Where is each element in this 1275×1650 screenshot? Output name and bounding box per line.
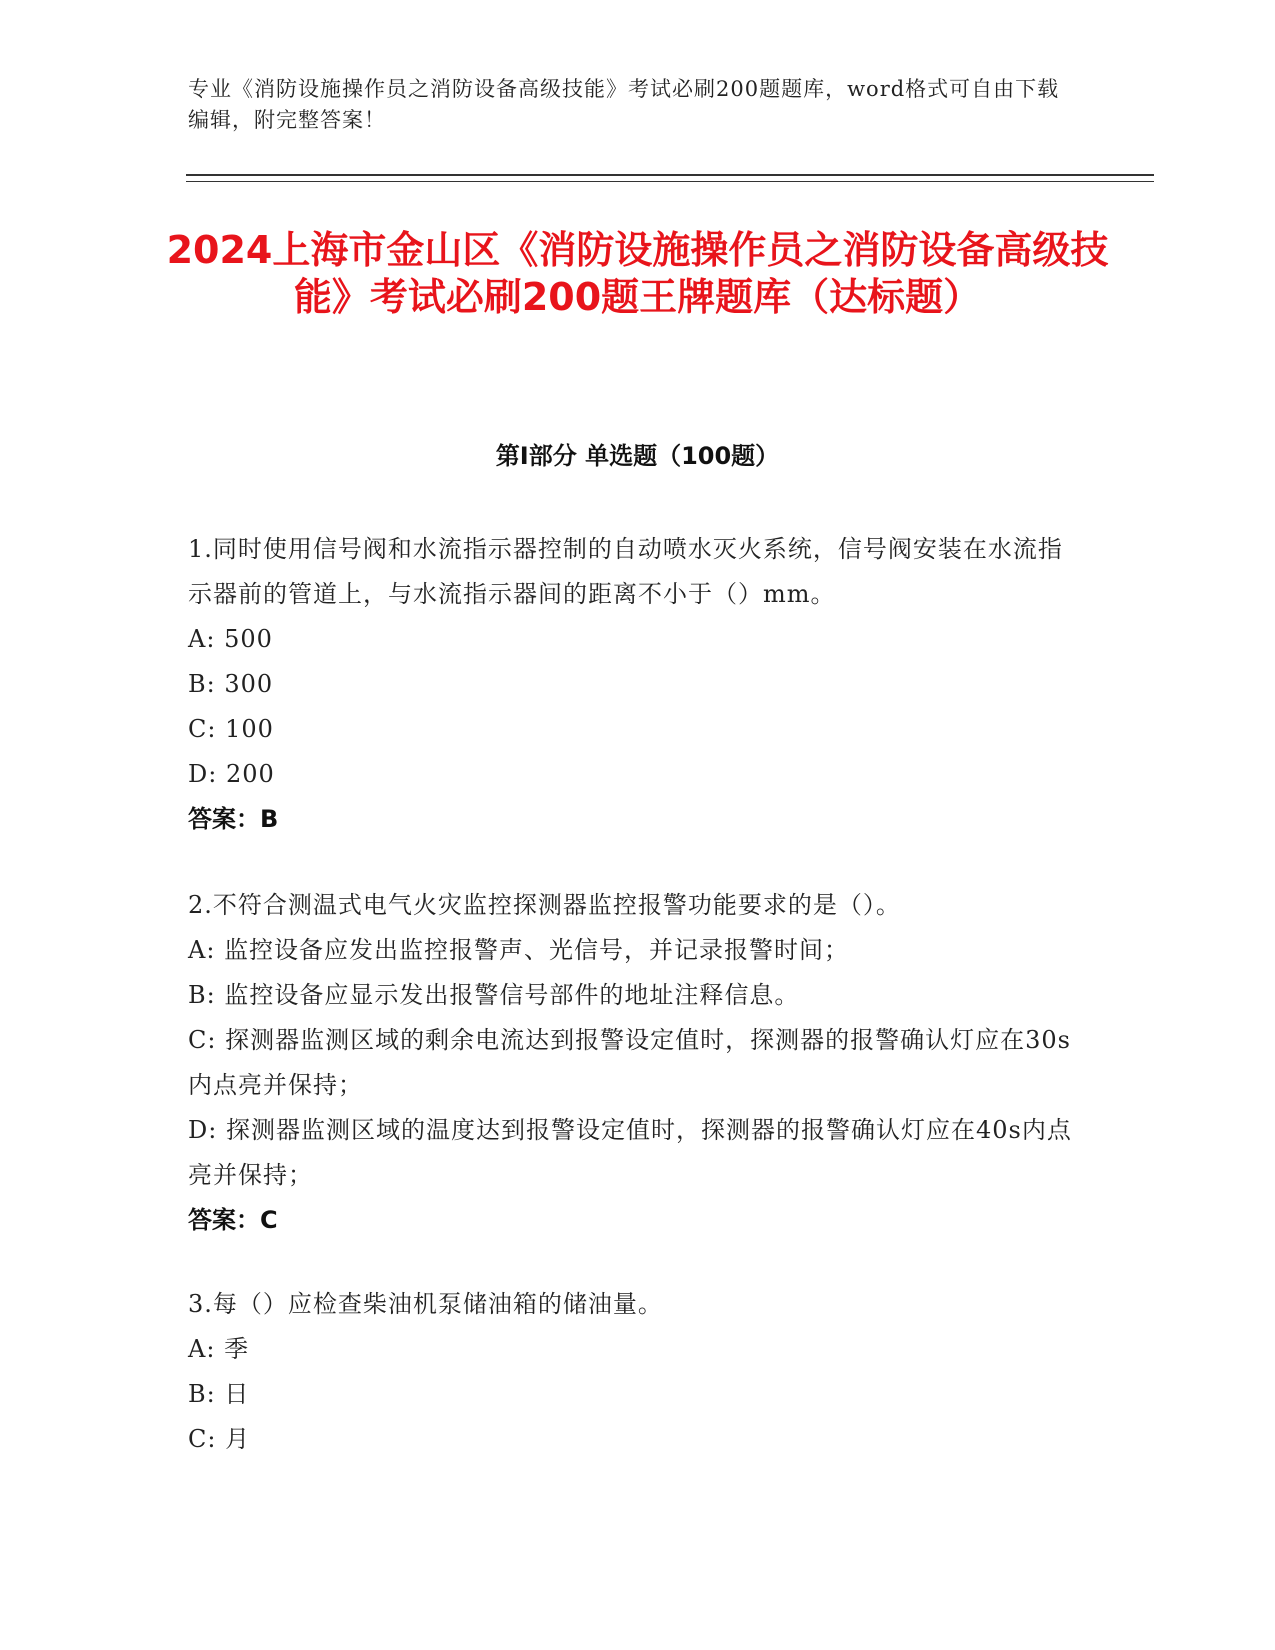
header-divider-thin [186, 181, 1154, 182]
option-letter: B: [188, 981, 216, 1009]
option-text: 探测器监测区域的温度达到报警设定值时，探测器的报警确认灯应在40s内点亮并保持； [188, 1116, 1072, 1189]
question-text: 1.同时使用信号阀和水流指示器控制的自动喷水灭火系统，信号阀安装在水流指示器前的管道上，与水流指示器间的距离不小于（）mm。 [188, 535, 1063, 608]
option-text: 200 [225, 760, 275, 788]
option-letter: B: [188, 1380, 216, 1408]
question-1 [188, 527, 1073, 842]
question-text: 3.每（）应检查柴油机泵储油箱的储油量。 [188, 1290, 663, 1318]
option-text: 监控设备应发出监控报警声、光信号，并记录报警时间； [224, 936, 850, 964]
document-title: 2024上海市金山区《消防设施操作员之消防设备高级技能》考试必刷200题王牌题库（达标题） [166, 228, 1109, 319]
option-letter: D: [188, 1116, 218, 1144]
option-letter: D: [188, 760, 218, 788]
question-text: 2.不符合测温式电气火灾监控探测器监控报警功能要求的是（）。 [188, 891, 901, 919]
option-a [188, 928, 1073, 973]
header-divider-thick [186, 174, 1154, 176]
option-text: 300 [224, 670, 274, 698]
option-letter: B: [188, 670, 216, 698]
option-letter: A: [188, 1335, 216, 1363]
option-a [188, 1327, 1073, 1372]
option-text: 100 [225, 715, 274, 743]
answer-label: 答案：C [188, 1206, 278, 1234]
option-c [188, 1018, 1073, 1108]
option-text: 500 [224, 625, 273, 653]
question-2 [188, 883, 1073, 1243]
option-c [188, 1417, 1073, 1462]
option-text: 日 [224, 1380, 250, 1408]
option-text: 季 [224, 1335, 250, 1363]
section-heading: 第I部分 单选题（100题） [495, 442, 780, 470]
option-text: 监控设备应显示发出报警信号部件的地址注释信息。 [224, 981, 800, 1009]
option-b [188, 662, 1073, 707]
option-letter: C: [188, 1026, 217, 1054]
option-b [188, 1372, 1073, 1417]
option-letter: C: [188, 1425, 217, 1453]
option-letter: A: [188, 936, 216, 964]
header-note: 专业《消防设施操作员之消防设备高级技能》考试必刷200题题库，word格式可自由下载编辑，附完整答案！ [188, 77, 1060, 132]
option-text: 探测器监测区域的剩余电流达到报警设定值时，探测器的报警确认灯应在30s内点亮并保持； [188, 1026, 1071, 1099]
option-letter: A: [188, 625, 216, 653]
option-a [188, 617, 1073, 662]
option-d [188, 1108, 1073, 1198]
question-3 [188, 1282, 1073, 1462]
option-d [188, 752, 1073, 797]
option-text: 月 [225, 1425, 251, 1453]
option-c [188, 707, 1073, 752]
option-letter: C: [188, 715, 217, 743]
option-b [188, 973, 1073, 1018]
answer-label: 答案：B [188, 805, 279, 833]
